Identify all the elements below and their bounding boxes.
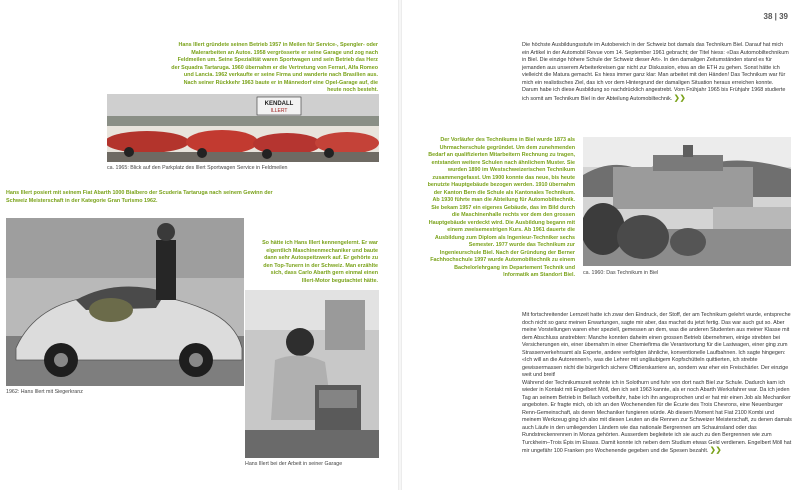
caption-parking: ca. 1965: Blick auf den Parkplatz des Illert Sportwagen Service in Feldmeilen bbox=[107, 165, 288, 171]
right-top-paragraph: Die höchste Ausbildungsstufe im Autobereich in der Schweiz bot damals das Technikum Biel. Darauf hat mich ein Artikel in der Automobil Revue vom 14. September 1961 gebracht; der Titel hiess: «Das Automobiltechnikum in Biel. Die einzige höhere Schule der Schweiz dieser Art». In den damaligen Zeitumständen stand es für jemanden aus unserem Arbeiterkreisen gar nicht zur Diskussion, etwa an die ETH zu gehen. Sonst hätte ich vielleicht die Matura gemacht. Es hiess immer ganz klar: Man arbeitet mit den Händen! Das Technikum war für mich ein realistisches Ziel, das ich vor dem Hintergrund der damaligen Situation heraus erreichen konnte. Darum habe ich diese Ausbildung so nachdrücklich angestrebt. Vom Frühjahr 1965 bis Frühjahr 1968 studierte ich somit am Technikum Biel in der Abteilung Automobiltechnik. bbox=[522, 42, 789, 102]
right-bottom-text bbox=[522, 312, 792, 456]
abarth-text bbox=[6, 190, 281, 205]
garage-illustration bbox=[245, 290, 379, 458]
continue-arrow-icon-2: ❯❯ bbox=[709, 447, 722, 454]
abarth-illustration bbox=[6, 218, 244, 386]
technikum-paragraph: Der Vorläufer des Technikums in Biel wurde 1873 als Uhrmacherschule gegründet. Um dem zunehmenden Bedarf an qualifizierten Mitarbeitern Rechnung zu tragen, entstanden weitere Schulen nach ähnlichem Muster. Sie wurden 1890 im Westschweizerischen Technikum zusammengefasst. Um 1900 konnte das neue, bis heute benutzte Hauptgebäude bezogen werden. 1910 übernahm der Kanton Bern die Schule als Kantonales Technikum. Ab 1930 führte man die Abteilung für Automobiltechnik. Sie bekam 1957 ein eigenes Gebäude, das im Bild durch die Maschinenhalle rechts vor dem den grossen Hauptgebäude verdeckt wird. Die Ausbildung begann mit einem zweisemestrigen Kurs. Ab 1961 dauerte die Ausbildung zum Diplom als Ingenieur-Techniker sechs Semester. 1977 wurde das Technikum zur Ingenieurschule Biel. Nach der Gründung der Berner Fachhochschule 1997 wurde Automobiltechnik zu einem Bachelorlehrgang im Departement Technik und Informatik am Standort Biel. bbox=[427, 137, 575, 278]
mechanic-text bbox=[256, 240, 378, 285]
mechanic-paragraph: So hätte ich Hans Illert kennengelernt. Er war eigentlich Maschinenmechaniker und baute dann sehr Autospeitzwerk auf. Er gehörte zu den Top-Tunern in der Schweiz. Man erzählte sich, dass Carlo Abarth gern einmal einen Illert-Motor begutachtet hätte. bbox=[262, 240, 378, 284]
sign-text-1: KENDALL bbox=[264, 101, 294, 107]
abarth-photo bbox=[6, 218, 244, 386]
technikum-photo bbox=[583, 137, 791, 266]
intro-paragraph: Hans Illert gründete seinen Betrieb 1957 in Meilen für Service-, Spengler- oder Malerarbeiten an Autos. 1958 vergrösserte er seine Garage und zog nach Feldmeilen um. Seine Spezialität waren Sportwagen und sein Betrieb das Herz der Squadra Tartaruga. 1960 übernahm er die Vertretung von Ferrari, Alfa Romeo und Lancia. 1962 verkaufte er seine Firma und wanderte nach Brasilien aus. Nach seiner Rückkehr 1963 baute er in Männedorf eine Opel-Garage auf, die heute noch besteht. bbox=[171, 42, 378, 93]
continue-arrow-icon: ❯❯ bbox=[673, 94, 686, 102]
abarth-paragraph: Hans Illert posiert mit seinem Fiat Abarth 1000 Bialbero der Scuderia Tartaruga nach seinem Gewinn der Schweiz Meisterschaft in der Kategorie Gran Turismo 1962. bbox=[6, 190, 273, 204]
technikum-illustration bbox=[583, 137, 791, 266]
technikum-text bbox=[427, 137, 575, 280]
page-gutter bbox=[398, 0, 402, 490]
caption-garage: Hans Illert bei der Arbeit in seiner Garage bbox=[245, 461, 343, 467]
right-top-text bbox=[522, 42, 790, 103]
page-number: 38 | 39 bbox=[763, 12, 788, 21]
garage-photo bbox=[245, 290, 379, 458]
intro-text bbox=[170, 42, 378, 95]
parking-illustration bbox=[107, 94, 379, 162]
caption-wreath: 1962: Hans Illert mit Siegerkranz bbox=[6, 389, 83, 395]
parking-photo bbox=[107, 94, 379, 162]
caption-technikum: ca. 1960: Das Technikum in Biel bbox=[583, 270, 659, 276]
right-bottom-paragraph-1: Mit fortschreitender Lernzeit hatte ich zwar den Eindruck, der Stoff, der am Technikum gelehrt wurde, entspreche doch nicht so ganz meinen Erwartungen, sagte mir aber, das machst du jetzt fertig. Das war auch gut so. Aber meine Vorstellungen waren eher speziell, gemessen an dem, was die anderen Studenten aus meiner Klasse mit dem Abschluss anstrebten: Manche konnten daheim einen grossen Betrieb übernehmen, einige strebten bei Versicherungen ein, einer übernahm in einer Chemiefirma die Verantwortung für die Lastwagen, einer ging zum Strassenverkehrsamt als Experte, andere verfolgten ähnliche, konventionelle Laufbahnen. Ich sagte hingegen: «Ich will an die Autorennen!», was die Lehrer mit ungläubigem Kopfschütteln quittierten, ich strebte gewissermassen nicht die bürgerlich sichere Offizierskarriere an, sondern war eher ein Freischärler. Der einzige weit und breit! bbox=[522, 312, 791, 378]
right-bottom-paragraph-2: Während der Technikumszeit wohnte ich in Solothurn und fuhr von dort nach Biel zur Schule. Dadurch kam ich wieder in Kontakt mit Engelbert Möll, den ich seit 1963 kannte, als er noch Abarth Werksfahrer war. Da ich jeden Tag an seinem Betrieb in Bellach vorbeifuhr, habe ich ihn angesprochen und er hat mir einen Job als Mechaniker angeboten. Er fragte mich, ob ich an den Wochenenden für die Écurie des Trois Chevrons, eine Neuenburger Renn-Gemeinschaft, als deren Mechaniker fungieren würde. Ab diesem Moment hat Fiat 2100 Kombi und meinem Werkzeug ging ich also mit diesen Leuten an die Rennen zur Schweizer Meisterschaft, zu denen damals auch Läufe in den umliegenden Ländern wie das nationale Bergrennen am Schauinsland oder das Rundstreckenrennen in Monza gehörten. Ausserdem begleitete ich sie auch zu den Bergrennen wie zum Turckheim–Trois Épis im Elsass. Damit konnte ich neben dem Studium etwas Geld verdienen. Engelbert Möll hat mir ungefähr 100 Franken pro Wochenende gegeben und die Spesen bezahlt. bbox=[522, 379, 792, 454]
sign-text-2: ILLERT bbox=[270, 108, 288, 114]
